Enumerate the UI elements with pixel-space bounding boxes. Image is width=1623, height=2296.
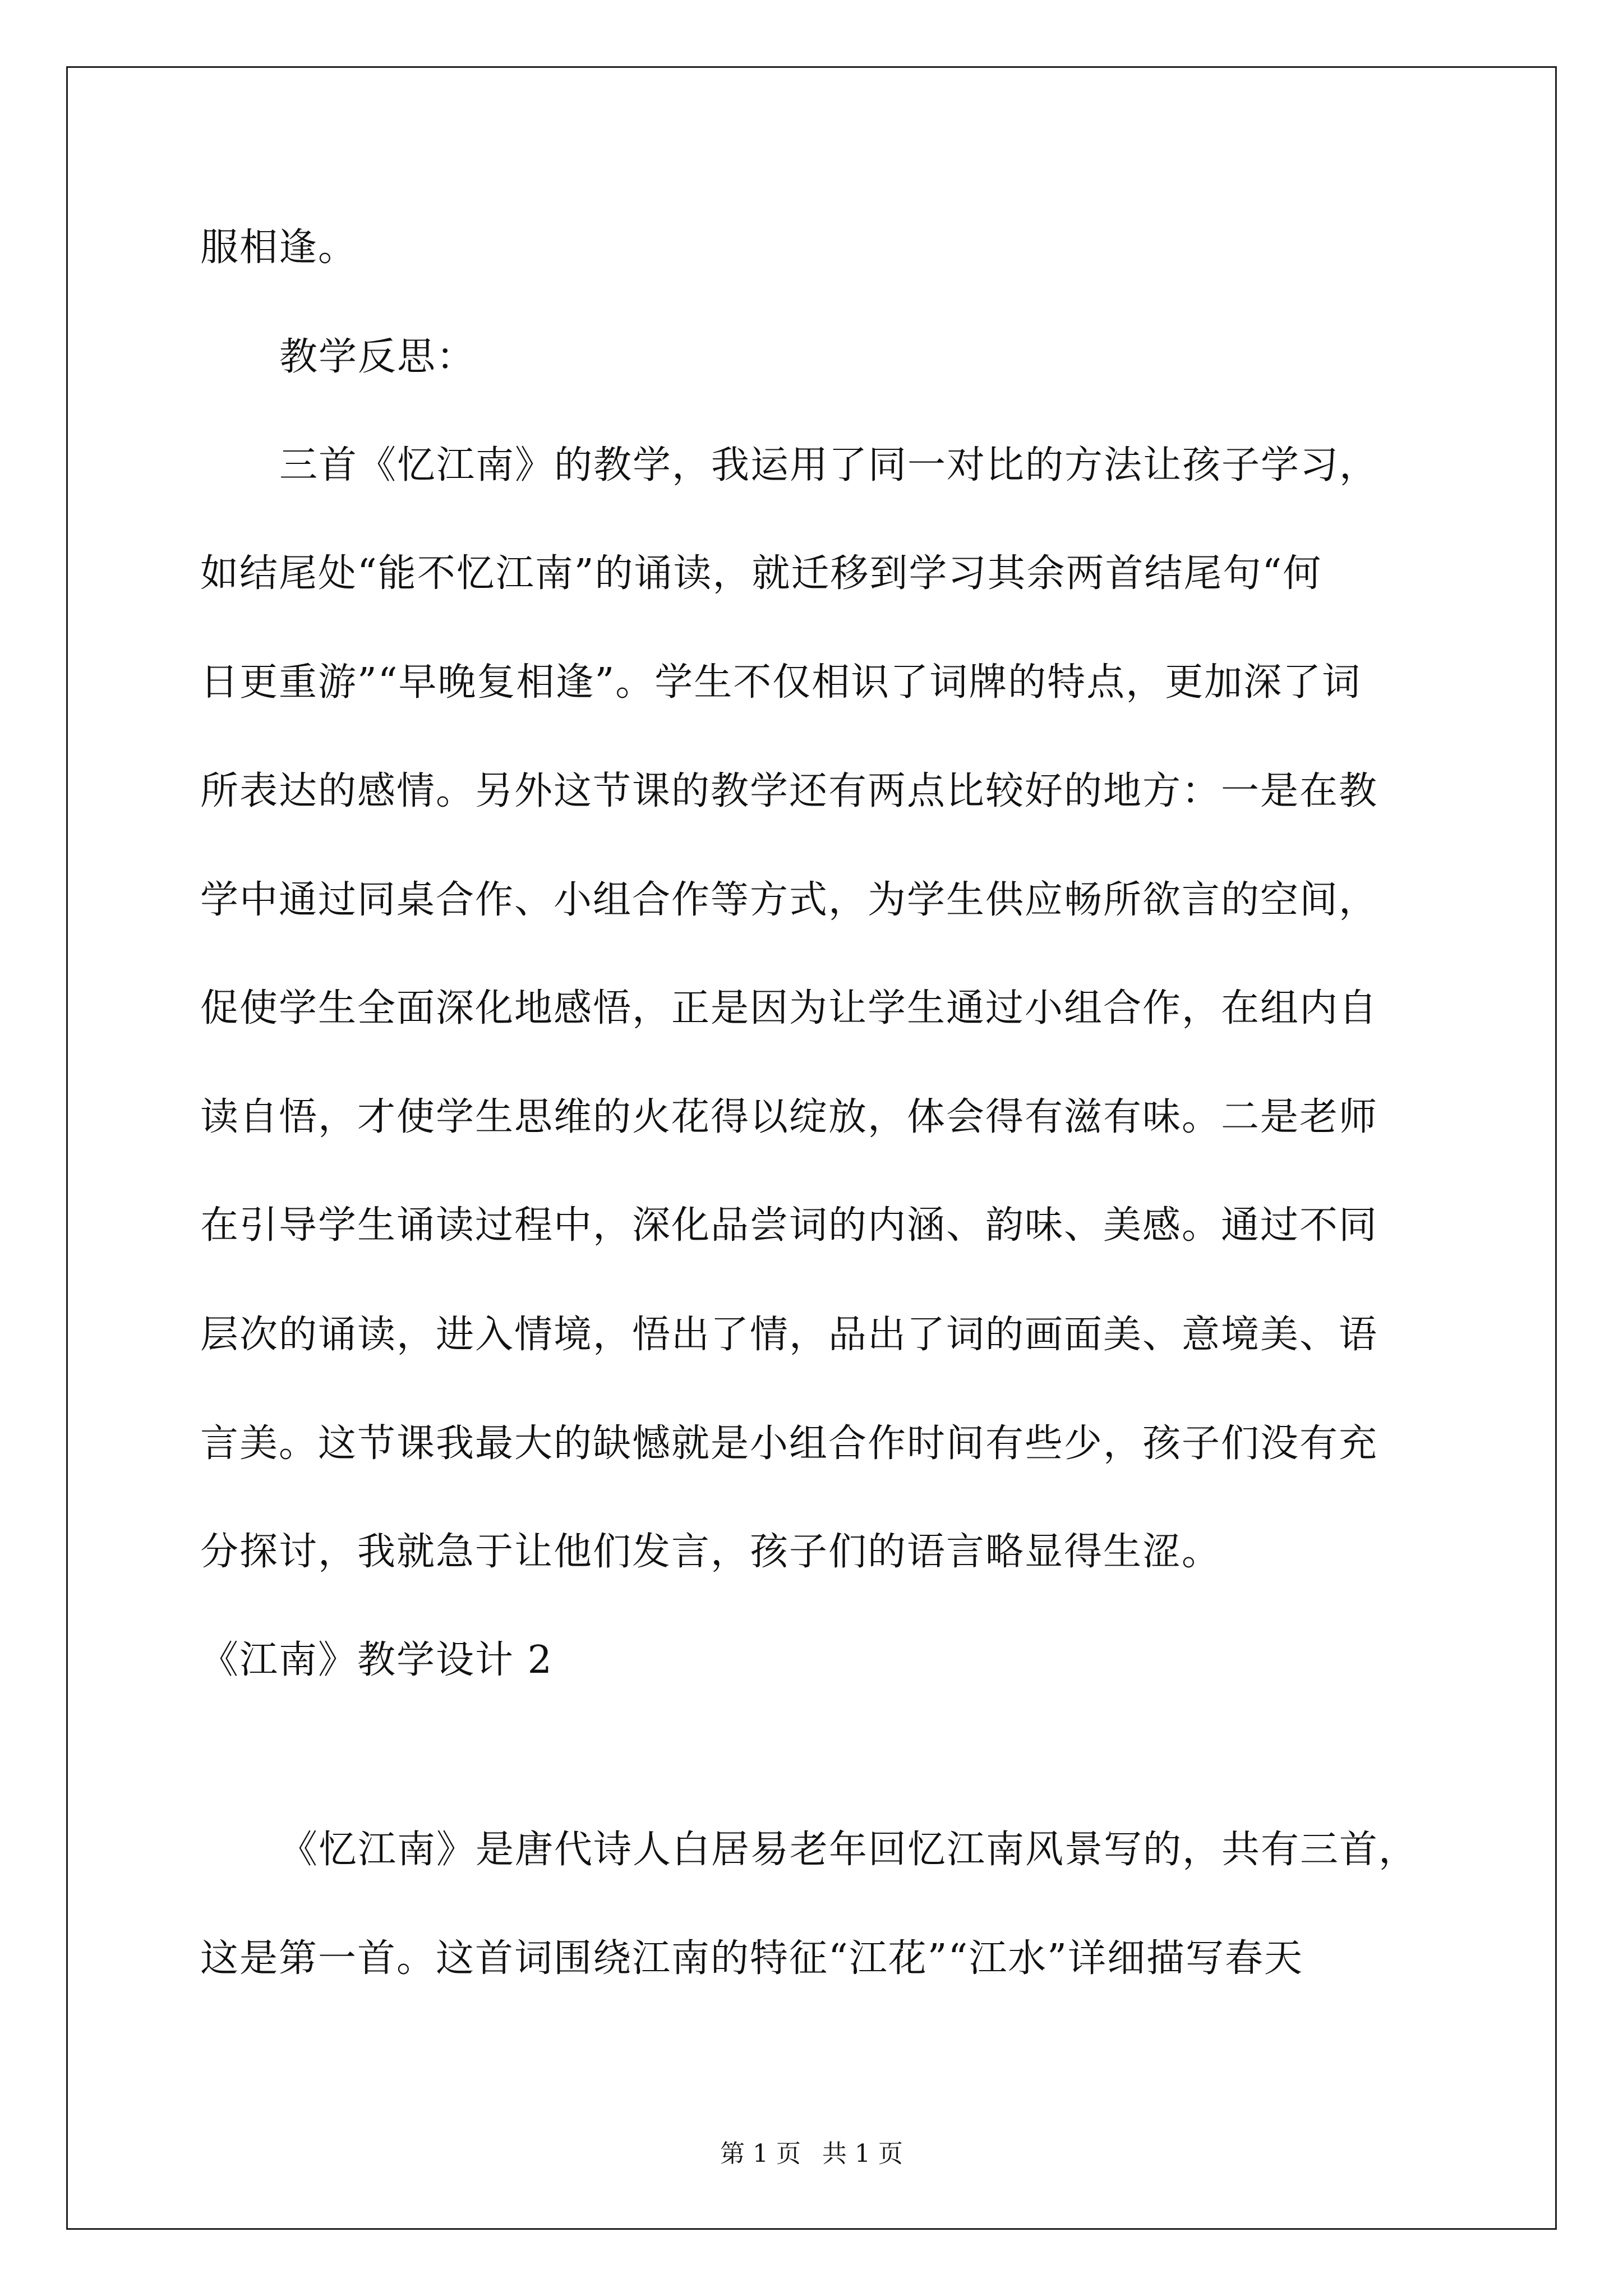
page-total: 共 1 页 <box>822 2139 903 2168</box>
body-line-4: 如结尾处“能不忆江南”的诵读，就迁移到学习其余两首结尾句“何 <box>200 551 1322 596</box>
body-line-1: 服相逢。 <box>200 226 358 270</box>
body-line-16: 这是第一首。这首词围绕江南的特征“江花”“江水”详细描写春天 <box>200 1936 1304 1981</box>
page-number: 第 1 页 <box>720 2139 801 2168</box>
body-line-12: 言美。这节课我最大的缺憾就是小组合作时间有些少，孩子们没有充 <box>200 1421 1378 1466</box>
body-line-11: 层次的诵读，进入情境，悟出了情，品出了词的画面美、意境美、语 <box>200 1313 1378 1357</box>
body-line-10: 在引导学生诵读过程中，深化品尝词的内涵、韵味、美感。通过不同 <box>200 1203 1378 1248</box>
body-line-7: 学中通过同桌合作、小组合作等方式，为学生供应畅所欲言的空间， <box>200 878 1378 922</box>
body-line-9: 读自悟，才使学生思维的火花得以绽放，体会得有滋有味。二是老师 <box>200 1095 1378 1139</box>
body-line-3: 三首《忆江南》的教学，我运用了同一对比的方法让孩子学习， <box>279 443 1379 487</box>
body-line-15: 《忆江南》是唐代诗人白居易老年回忆江南风景写的，共有三首， <box>279 1828 1418 1872</box>
reflection-heading: 教学反思： <box>279 335 476 379</box>
section-heading: 《江南》教学设计 2 <box>200 1638 553 1682</box>
page-footer <box>0 2138 1623 2170</box>
body-line-5: 日更重游”“早晚复相逢”。学生不仅相识了词牌的特点，更加深了词 <box>200 660 1362 705</box>
body-line-6: 所表达的感情。另外这节课的教学还有两点比较好的地方：一是在教 <box>200 769 1378 813</box>
page-border <box>66 66 1557 2230</box>
body-line-13: 分探讨，我就急于让他们发言，孩子们的语言略显得生涩。 <box>200 1530 1221 1574</box>
body-line-8: 促使学生全面深化地感悟，正是因为让学生通过小组合作，在组内自 <box>200 986 1378 1030</box>
